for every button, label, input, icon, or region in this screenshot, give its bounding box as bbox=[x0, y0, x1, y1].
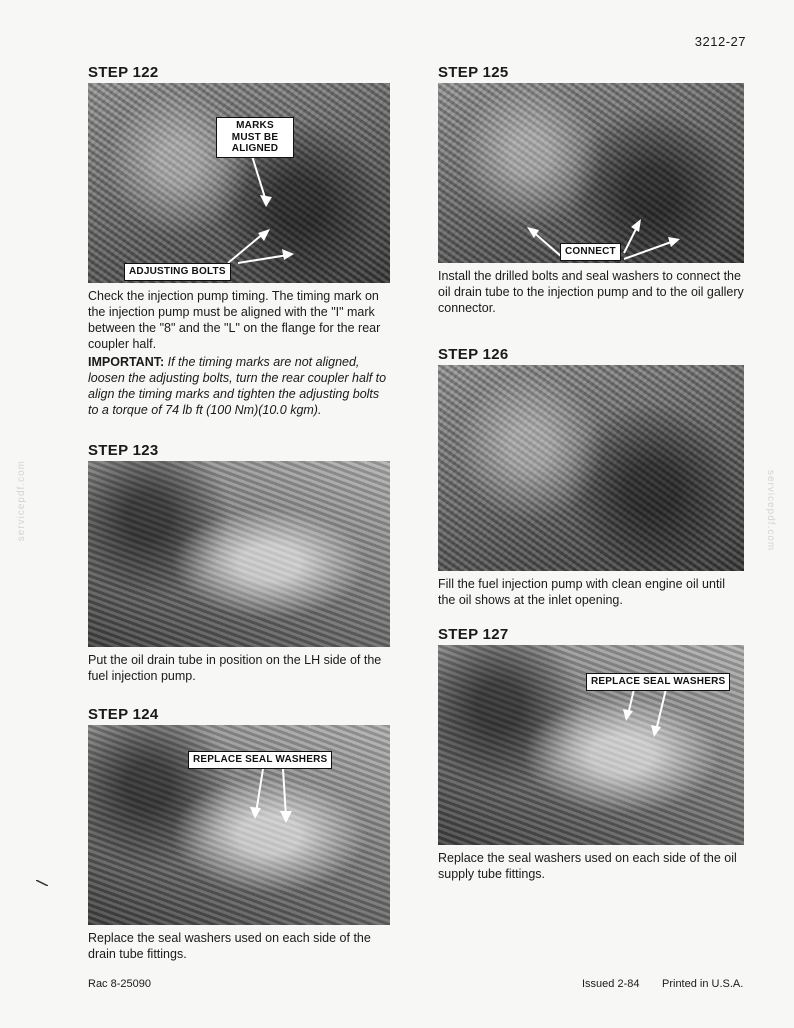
callout-replace-seal-washers-127: REPLACE SEAL WASHERS bbox=[586, 673, 730, 691]
step-122-caption: Check the injection pump timing. The timing mark on the injection pump must be aligned with the "I" mark between the "8" and the "L" on the flange for the rear coupler half. bbox=[88, 289, 381, 351]
step-125-title: STEP 125 bbox=[438, 64, 509, 81]
step-124-caption: Replace the seal washers used on each side of the drain tube fittings. bbox=[88, 931, 371, 961]
watermark-left: servicepdf.com bbox=[16, 460, 27, 542]
important-text: If the timing marks are not aligned, loosen the adjusting bolts, turn the rear coupler half to align the timing marks and tighten the adjusting bolts to a torque of 74 lb ft (100 Nm)(10.0 kgm). bbox=[88, 355, 387, 417]
step-123-title: STEP 123 bbox=[88, 442, 159, 459]
step-124 bbox=[88, 706, 390, 962]
step-122-photo bbox=[88, 83, 390, 283]
step-123-caption: Put the oil drain tube in position on the LH side of the fuel injection pump. bbox=[88, 653, 382, 683]
step-127-title: STEP 127 bbox=[438, 626, 509, 643]
footer-printed: Printed in U.S.A. bbox=[662, 978, 744, 990]
step-126-title: STEP 126 bbox=[438, 346, 509, 363]
step-127-caption: Replace the seal washers used on each side of the oil supply tube fittings. bbox=[438, 851, 737, 881]
step-126-photo bbox=[438, 365, 744, 571]
scan-mark bbox=[36, 880, 48, 886]
step-125 bbox=[438, 64, 744, 316]
callout-connect: CONNECT bbox=[560, 243, 621, 261]
step-122-important bbox=[88, 354, 390, 418]
step-125-caption: Install the drilled bolts and seal washers to connect the oil drain tube to the injection pump and to the oil gallery connector. bbox=[438, 269, 744, 315]
step-124-photo bbox=[88, 725, 390, 925]
step-122-arrows bbox=[88, 83, 390, 283]
step-126 bbox=[438, 346, 744, 608]
page-number: 3212-27 bbox=[694, 34, 746, 49]
watermark-right: servicepdf.com bbox=[765, 470, 776, 552]
footer-doc-ref: Rac 8-25090 bbox=[88, 978, 151, 990]
important-label: IMPORTANT: bbox=[88, 355, 165, 369]
step-127-photo bbox=[438, 645, 744, 845]
step-127 bbox=[438, 626, 744, 882]
step-123 bbox=[88, 442, 390, 684]
step-126-caption: Fill the fuel injection pump with clean engine oil until the oil shows at the inlet opening. bbox=[438, 577, 725, 607]
callout-adjusting-bolts: ADJUSTING BOLTS bbox=[124, 263, 231, 281]
step-122 bbox=[88, 64, 390, 418]
step-125-arrows bbox=[438, 83, 744, 263]
step-122-title: STEP 122 bbox=[88, 64, 159, 81]
footer-issued: Issued 2-84 bbox=[582, 978, 640, 990]
callout-replace-seal-washers-124: REPLACE SEAL WASHERS bbox=[188, 751, 332, 769]
step-123-photo bbox=[88, 461, 390, 647]
callout-marks-aligned: MARKS MUST BE ALIGNED bbox=[216, 117, 294, 158]
step-124-title: STEP 124 bbox=[88, 706, 159, 723]
step-125-photo bbox=[438, 83, 744, 263]
